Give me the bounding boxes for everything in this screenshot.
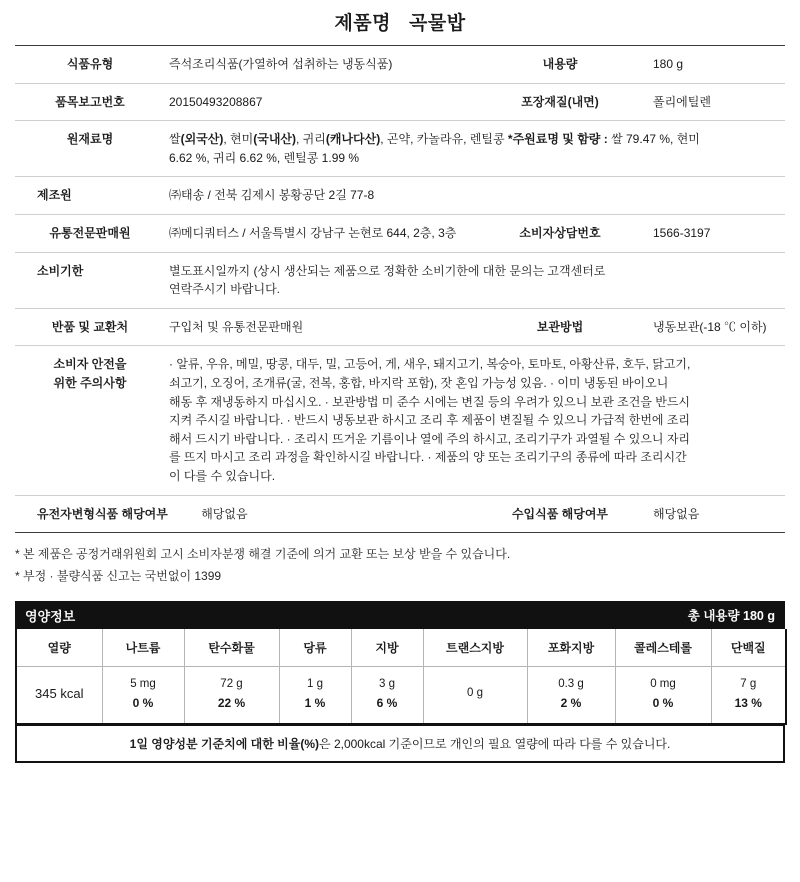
manufacturer-value: ㈜태송 / 전북 김제시 봉황공단 2길 77-8 <box>165 177 785 215</box>
nutrition-percent-6: 2 % <box>560 695 582 710</box>
table-row <box>15 308 785 346</box>
caution-line-7: 이 다를 수 있습니다. <box>169 468 276 483</box>
consumer-center-value: 1566-3197 <box>635 214 785 252</box>
table-row <box>15 252 785 308</box>
nutrition-total-amount: 총 내용량 180 g <box>687 609 775 624</box>
nutrition-value-row <box>16 667 786 724</box>
nutrition-percent-4: 6 % <box>376 695 398 710</box>
nutrition-facts <box>15 601 785 762</box>
product-name-label: 제품명 <box>334 13 391 34</box>
nutrition-title: 영양정보 <box>25 608 76 624</box>
nutrition-col-2: 탄수화물 <box>184 629 279 667</box>
gmo-label: 유전자변형식품 해당여부 <box>37 506 168 521</box>
ingredients-text-i: 쌀 79.47 %, 현미 <box>607 132 700 147</box>
content-value: 180 g <box>635 46 785 84</box>
nutrition-table <box>15 629 787 724</box>
nutrition-header-row <box>16 629 786 667</box>
table-row <box>15 177 785 215</box>
nutrition-col-8: 단백질 <box>711 629 786 667</box>
nutrition-cell-8 <box>711 667 786 724</box>
table-row <box>15 214 785 252</box>
caution-value <box>165 346 785 495</box>
ingredients-text-a: 쌀 <box>169 132 181 147</box>
nutrition-amount-3: 1 g <box>307 678 323 691</box>
table-row <box>15 346 785 495</box>
caution-label-line-1: 소비자 안전을 <box>53 357 127 372</box>
table-row <box>15 495 785 533</box>
nutrition-cell-7 <box>615 667 711 724</box>
caution-line-5: 해서 드시기 바랍니다. · 조리시 뜨거운 기름이나 열에 주의 하시고, 조리기구가 과열될 수 있으니 자리 <box>169 431 691 446</box>
nutrition-cell-3 <box>279 667 351 724</box>
nutrition-amount-5: 0 g <box>467 687 483 700</box>
food-type-value: 즉석조리식품(가열하여 섭취하는 냉동식품) <box>165 46 485 84</box>
caution-line-2: 쇠고기, 오징어, 조개류(굴, 전복, 홍합, 바지락 포함), 잣 혼입 가능성 있음. · 이미 냉동된 바이오니 <box>169 375 669 390</box>
nutrition-col-5: 트랜스지방 <box>423 629 527 667</box>
ingredients-value <box>165 121 785 177</box>
page-title <box>0 0 800 45</box>
content-label: 내용량 <box>485 46 635 84</box>
ingredients-text-g: , 곤약, 카놀라유, 렌틸콩 <box>380 132 508 147</box>
distributor-value: ㈜메디쿼터스 / 서울특별시 강남구 논현로 644, 2층, 3층 <box>165 214 485 252</box>
nutrition-cell-1 <box>102 667 184 724</box>
nutrition-percent-8: 13 % <box>734 695 762 710</box>
table-row <box>15 83 785 121</box>
table-row <box>15 121 785 177</box>
package-material-label: 포장재질(내면) <box>485 83 635 121</box>
nutrition-cell-0 <box>16 667 102 724</box>
nutrition-col-0: 열량 <box>16 629 102 667</box>
footnote-1: * 본 제품은 공정거래위원회 고시 소비자분쟁 해결 기준에 의거 교환 또는 보상 받을 수 있습니다. <box>15 547 511 562</box>
product-name-value: 곡물밥 <box>409 13 466 34</box>
nutrition-cell-6 <box>527 667 615 724</box>
package-material-value: 폴리에틸렌 <box>635 83 785 121</box>
ingredients-origin-2: (국내산) <box>253 132 297 147</box>
ingredients-text-c: , 현미 <box>223 132 254 147</box>
ingredients-label: 원재료명 <box>15 121 165 177</box>
ingredients-line-2: 6.62 %, 귀리 6.62 %, 렌틸콩 1.99 % <box>169 150 360 165</box>
nutrition-amount-0: 345 kcal <box>35 686 84 702</box>
product-info-table <box>15 45 785 533</box>
ingredients-origin-1: (외국산) <box>180 132 224 147</box>
nutrition-amount-7: 0 mg <box>650 678 676 691</box>
caution-line-1: · 알류, 우유, 메밀, 땅콩, 대두, 밀, 고등어, 게, 새우, 돼지고기, 복숭아, 토마토, 아황산류, 호두, 닭고기, <box>169 357 691 372</box>
import-label: 수입식품 해당여부 <box>485 495 635 533</box>
nutrition-percent-7: 0 % <box>652 695 674 710</box>
distributor-label: 유통전문판매원 <box>15 214 165 252</box>
nutrition-header <box>15 601 785 629</box>
report-number-value: 20150493208867 <box>165 83 485 121</box>
nutrition-amount-1: 5 mg <box>130 678 156 691</box>
nutrition-percent-2: 22 % <box>217 695 246 710</box>
expiry-value <box>165 252 785 308</box>
storage-value: 냉동보관(-18 ℃ 이하) <box>635 308 785 346</box>
consumer-center-label: 소비자상담번호 <box>485 214 635 252</box>
nutrition-footnote-bold: 1일 영양성분 기준치에 대한 비율(%) <box>129 736 320 751</box>
expiry-line-1: 별도표시일까지 (상시 생산되는 제품으로 정확한 소비기한에 대한 문의는 고객센터로 <box>169 263 606 278</box>
caution-line-6: 를 뜨지 마시고 조리 과정을 확인하시길 바랍니다. · 제품의 양 또는 조리기구의 종류에 따라 조리시간 <box>169 450 687 465</box>
caution-line-4: 지켜 주시길 바랍니다. · 반드시 냉동보관 하시고 조리 후 제품이 변질될 수 있으니 가급적 한번에 조리 <box>169 413 691 428</box>
nutrition-percent-3: 1 % <box>304 695 326 710</box>
ingredients-text-e: , 귀리 <box>296 132 326 147</box>
nutrition-footnote-rest: 은 2,000kcal 기준이므로 개인의 필요 열량에 따라 다를 수 있습니다. <box>319 736 671 751</box>
expiry-label: 소비기한 <box>15 252 165 308</box>
return-exchange-label: 반품 및 교환처 <box>15 308 165 346</box>
import-value: 해당없음 <box>635 495 785 533</box>
nutrition-footnote <box>15 725 785 763</box>
nutrition-cell-4 <box>351 667 423 724</box>
main-ingredient-note: *주원료명 및 함량 : <box>507 132 608 147</box>
caution-label <box>15 346 165 495</box>
food-type-label: 식품유형 <box>15 46 165 84</box>
nutrition-percent-1: 0 % <box>132 695 154 710</box>
nutrition-col-6: 포화지방 <box>527 629 615 667</box>
footnotes <box>15 543 785 587</box>
nutrition-col-3: 당류 <box>279 629 351 667</box>
report-number-label: 품목보고번호 <box>15 83 165 121</box>
caution-line-3: 해동 후 재냉동하지 마십시오. · 보관방법 미 준수 시에는 변질 등의 우려가 있으니 보관 조건을 반드시 <box>169 394 691 409</box>
nutrition-amount-4: 3 g <box>379 678 395 691</box>
nutrition-col-4: 지방 <box>351 629 423 667</box>
manufacturer-label: 제조원 <box>15 177 165 215</box>
ingredients-origin-3: (캐나다산) <box>325 132 381 147</box>
footnote-2: * 부정 · 불량식품 신고는 국번없이 1399 <box>15 569 222 584</box>
nutrition-amount-8: 7 g <box>740 678 757 691</box>
storage-label: 보관방법 <box>485 308 635 346</box>
nutrition-col-7: 콜레스테롤 <box>615 629 711 667</box>
nutrition-amount-6: 0.3 g <box>558 678 584 691</box>
nutrition-amount-2: 72 g <box>220 678 243 691</box>
expiry-line-2: 연락주시기 바랍니다. <box>169 282 280 297</box>
gmo-row <box>15 495 485 533</box>
nutrition-col-1: 나트륨 <box>102 629 184 667</box>
nutrition-cell-2 <box>184 667 279 724</box>
return-exchange-value: 구입처 및 유통전문판매원 <box>165 308 485 346</box>
nutrition-cell-5 <box>423 667 527 724</box>
caution-label-line-2: 위한 주의사항 <box>53 375 127 390</box>
table-row <box>15 46 785 84</box>
gmo-value: 해당없음 <box>201 506 248 521</box>
